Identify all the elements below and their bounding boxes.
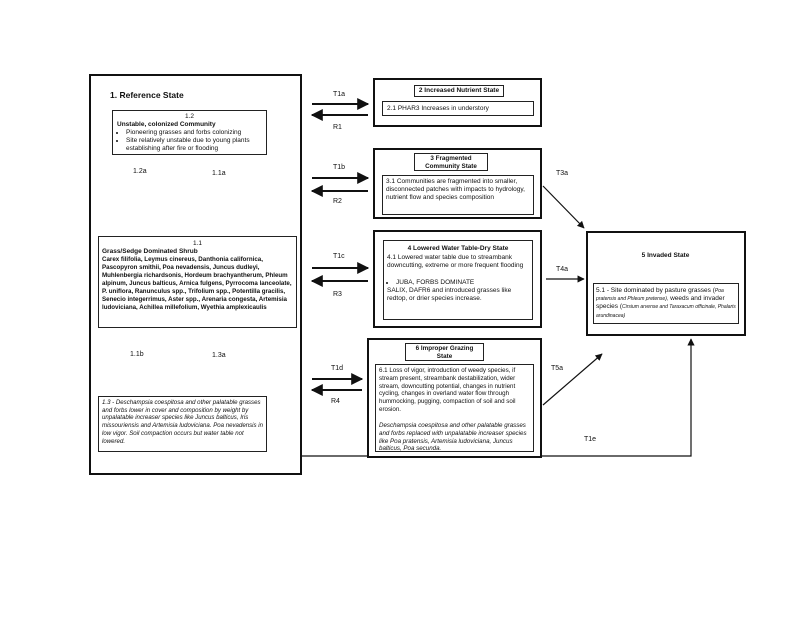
state-3-title-line2: Community State xyxy=(425,162,477,170)
phase-1-2-title: Unstable, colonized Community xyxy=(117,121,216,128)
state-2-title-box xyxy=(414,85,504,97)
pathway-1-1a-label: 1.1a xyxy=(212,170,226,177)
transition-r1-label: R1 xyxy=(333,124,342,131)
transition-t3a-label: T3a xyxy=(556,170,569,177)
phase-1-1-number: 1.1 xyxy=(192,240,203,247)
transition-t1a-label: T1a xyxy=(333,91,346,98)
state-2-box xyxy=(373,78,542,127)
transition-t1b-label: T1b xyxy=(333,164,346,171)
phase-1-2-bullets xyxy=(117,129,265,154)
phase-1-3-text: 1.3 - Deschampsia coespitosa and other palatable grasses and forbs lower in cover and composition by weight by unpalatable increaser species like Juncus balticus, Iris missouriensis and Artemisia ludoviciana. Poa nevadensis in low vigor. Soil compaction occurs but water table not lowered. xyxy=(102,399,264,445)
state-5-text-d: Cirsium arvense and Taraxacum officinale, Phalaris arundinacea) xyxy=(596,304,736,319)
state-2-phase-box xyxy=(382,101,534,116)
pathway-1-1b-label: 1.1b xyxy=(130,351,144,358)
transition-t4a-label: T4a xyxy=(556,266,569,273)
phase-1-1-species: Carex filifolia, Leymus cinereus, Danthonia californica, Pascopyron smithii, Poa nevadensis, Juncus dudleyi, Muhlenbergia richardsonis, Hordeum brachyantherum, Phleum alpinum, Juncus balticus, Arnica fulgens, Pyrrocoma lanceolate, P. uniflora, Ranunculus spp., Trifolium spp., Potentilla gracilis, Senecio integerrimus, Aster spp., Arenaria congesta, Artemisia ludoviciana, Achillea millefolium, Wyethia amplexicaulis xyxy=(102,256,292,311)
state-5-text-b: Poa pratensis and Phleum pretense), xyxy=(596,288,724,303)
transition-r4-label: R4 xyxy=(331,398,340,405)
state-4-bullet xyxy=(387,279,531,287)
state-6-phase-box xyxy=(375,364,534,452)
phase-1-2-bullet: • Site relatively unstable due to young plants establishing after fire or flooding xyxy=(126,137,265,153)
pathway-1-2a-label: 1.2a xyxy=(133,168,147,175)
state-5-text xyxy=(596,287,738,320)
state-3-title-box xyxy=(414,153,488,171)
state-6-title-line1: 6 Improper Grazing xyxy=(415,345,474,352)
state-6-text: 6.1 Loss of vigor, introduction of weedy species, if stream present, streambank destabilization, wider stream, downcutting potential, changes in nutrient cycling, changes in overland water flow through hummocking, pugging, compaction of soil and soil erosion. xyxy=(379,367,516,413)
state-5-box xyxy=(586,231,746,336)
transition-t5a-label: T5a xyxy=(551,365,564,372)
phase-1-2-number: 1.2 xyxy=(184,113,195,120)
state-5-text-c: weeds and invader species ( xyxy=(596,295,725,311)
reference-state-title: 1. Reference State xyxy=(110,90,184,100)
phase-1-1-box xyxy=(98,236,297,328)
phase-1-3-box xyxy=(98,396,267,452)
state-6-title-box xyxy=(405,343,484,361)
state-2-title: 2 Increased Nutrient State xyxy=(418,87,500,94)
state-3-box xyxy=(373,148,542,219)
state-6-box xyxy=(367,338,542,458)
state-2-text: 2.1 PHAR3 Increases in understory xyxy=(387,105,489,112)
transition-t1d-label: T1d xyxy=(331,365,344,372)
state-5-phase-box xyxy=(593,283,739,324)
state-4-phase-box xyxy=(383,240,533,320)
state-4-text2: SALIX, DAFR6 and introduced grasses like redtop, or drier species increase. xyxy=(387,287,512,303)
transition-r3-label: R3 xyxy=(333,291,342,298)
phase-1-2-box xyxy=(112,110,267,155)
state-4-title: 4 Lowered Water Table-Dry State xyxy=(407,245,509,252)
phase-1-1-title: Grass/Sedge Dominated Shrub xyxy=(102,248,198,255)
phase-1-2-bullet: • Pioneering grasses and forbs colonizing xyxy=(126,129,265,137)
transition-r2-label: R2 xyxy=(333,198,342,205)
state-6-title-line2: State xyxy=(436,352,453,360)
state-4-box xyxy=(373,230,542,328)
pathway-1-3a-label: 1.3a xyxy=(212,352,226,359)
state-4-bullet-item: • JUBA, FORBS DOMINATE xyxy=(396,279,531,287)
arrow-t5a xyxy=(543,354,602,405)
transition-t1e-label: T1e xyxy=(584,436,597,443)
transition-t1c-label: T1c xyxy=(333,253,345,260)
arrow-t3a xyxy=(543,186,584,228)
state-3-phase-box xyxy=(382,175,534,215)
state-3-text: 3.1 Communities are fragmented into smaller, disconnected patches with impacts to hydrology, nutrient flow and species composition xyxy=(386,178,525,202)
state-5-text-a: 5.1 - Site dominated by pasture grasses ( xyxy=(596,287,715,294)
state-5-title: 5 Invaded State xyxy=(641,252,690,259)
state-3-title-line1: 3 Fragmented xyxy=(430,155,472,162)
state-4-text: 4.1 Lowered water table due to streambank downcutting, extreme or more frequent flooding xyxy=(387,254,524,270)
state-6-text-italic: Deschampsia coespitosa and other palatable grasses and forbs replaced with unpalatable increaser species like Poa pratensis, Artemisia ludoviciana, Juncus balticus, Poa secunda. xyxy=(379,422,527,453)
